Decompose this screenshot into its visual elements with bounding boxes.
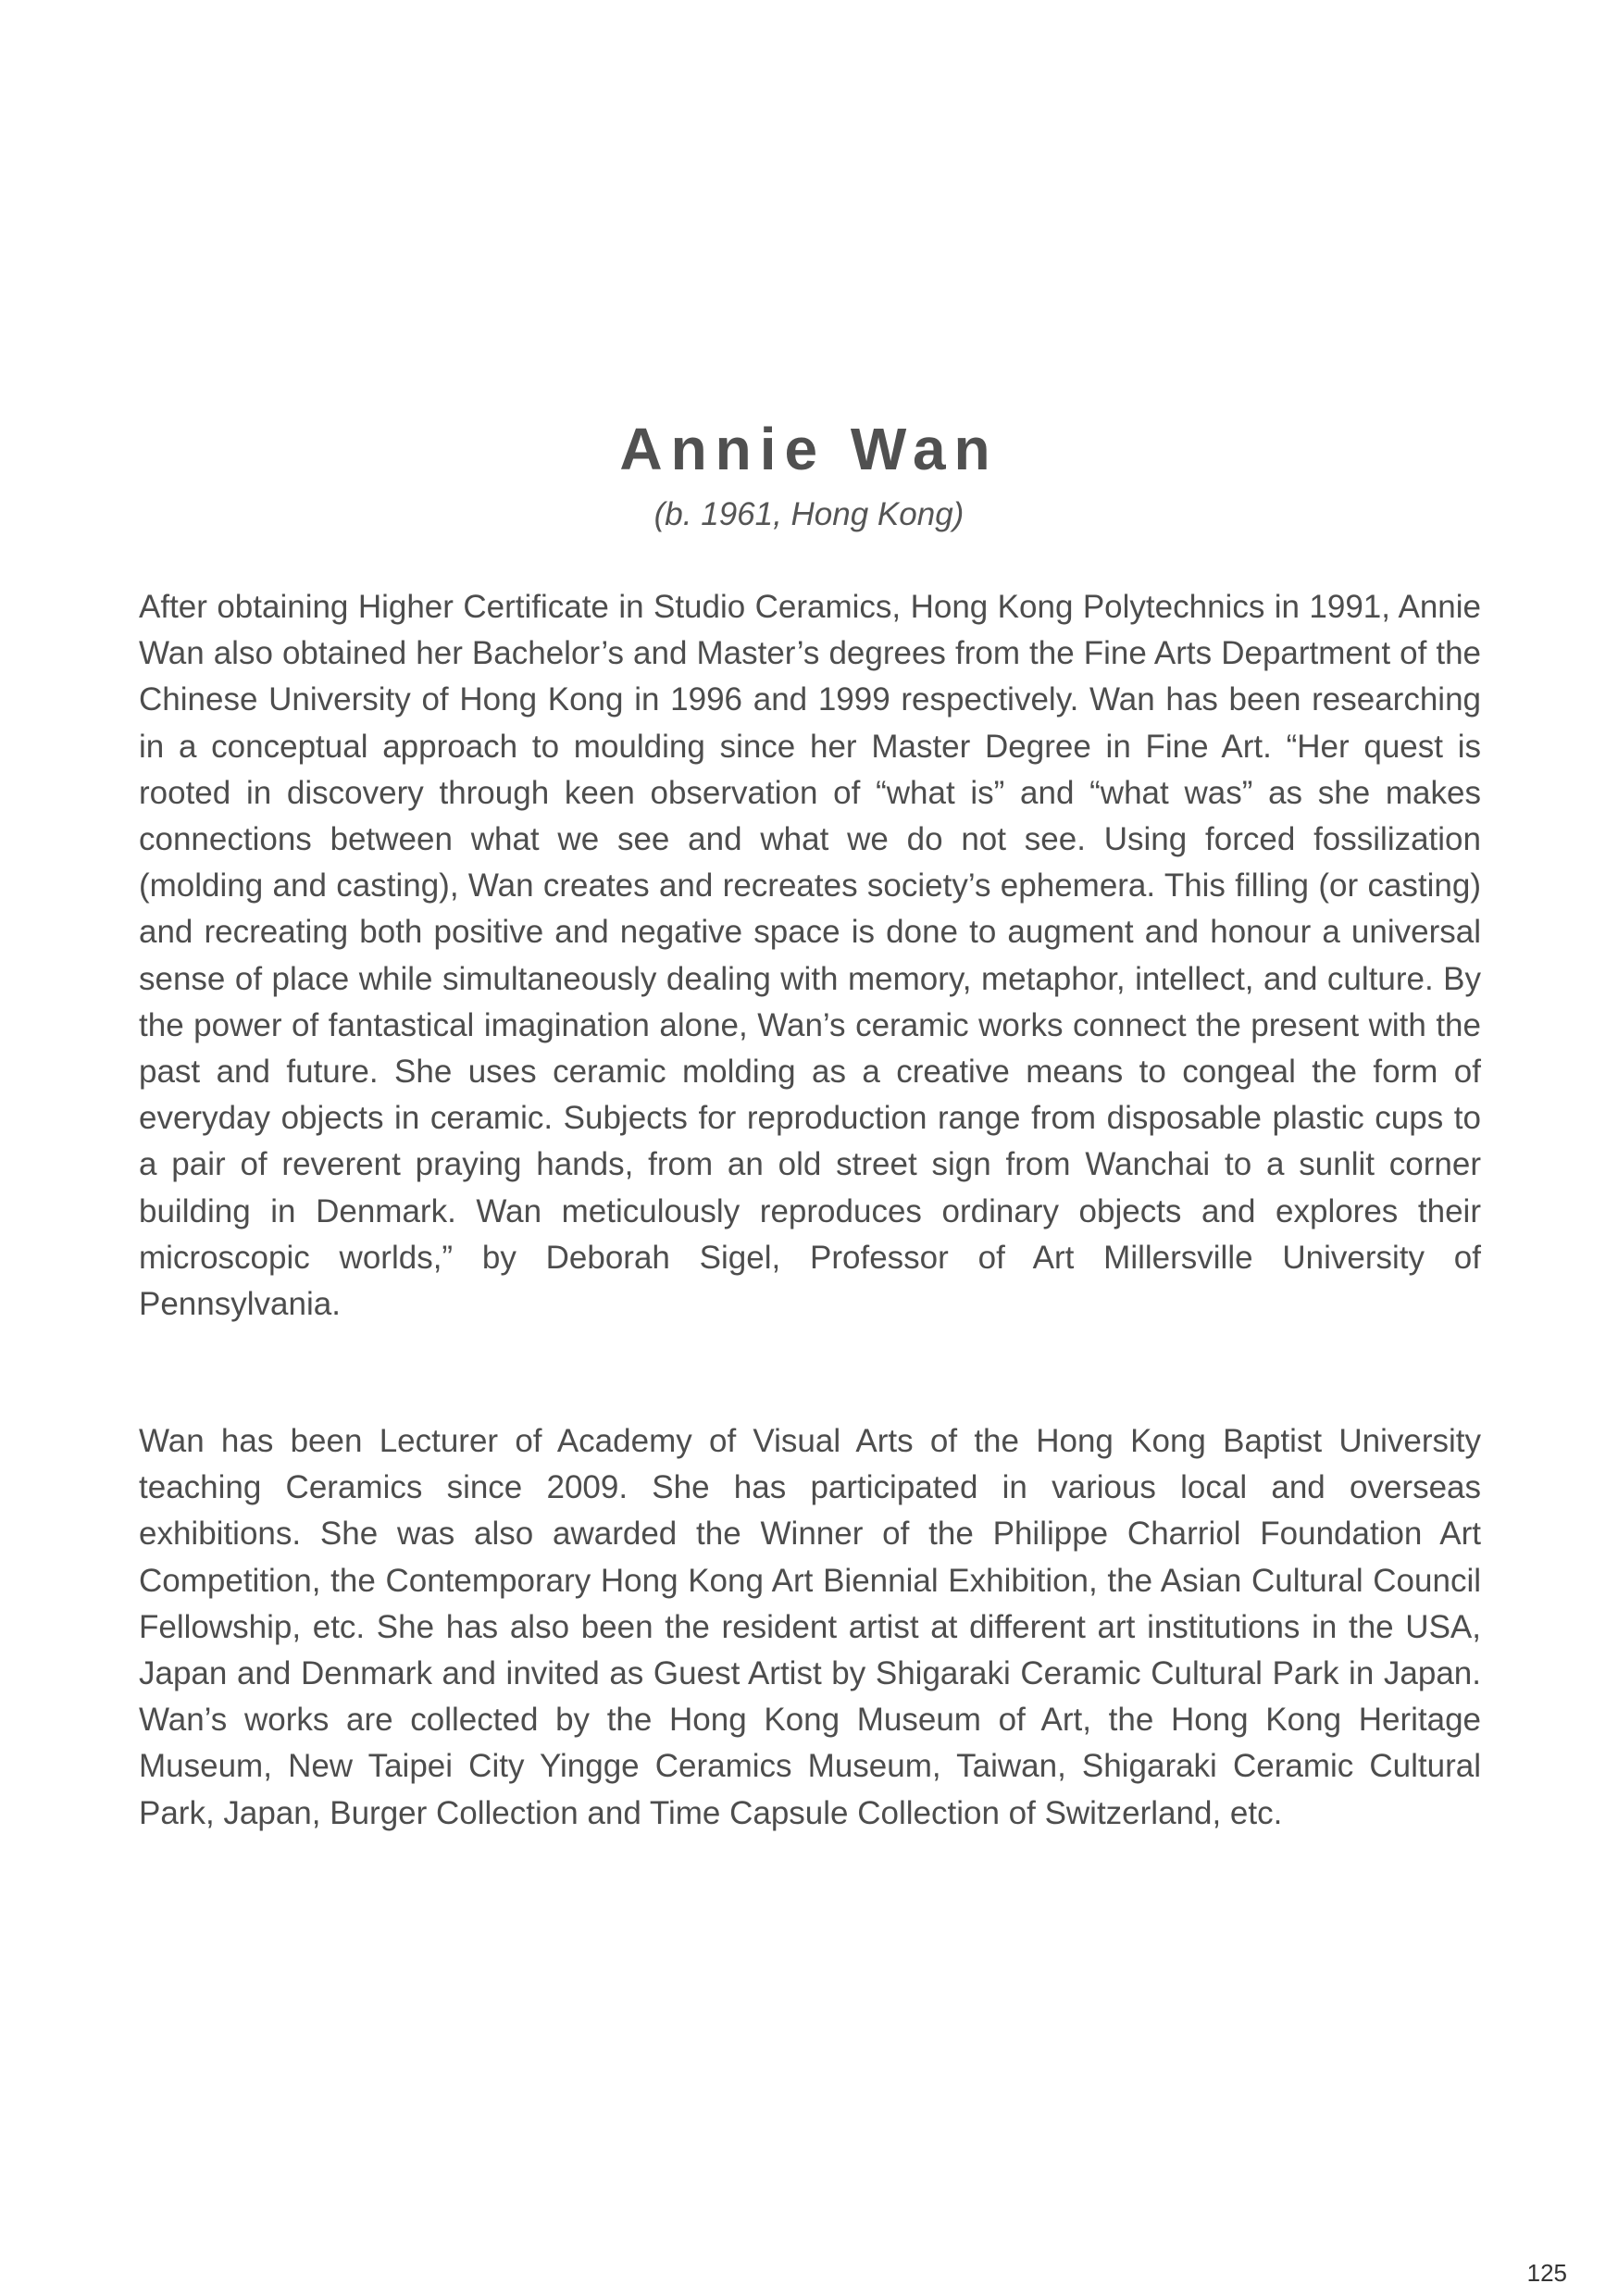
page-title: Annie Wan <box>619 416 999 482</box>
biography-paragraph-education: After obtaining Higher Certificate in Studio Ceramics, Hong Kong Polytechnics in 1991, Annie Wan also obtained her Bachelor’s and Master’s degrees from the Fine Arts Department of the Chinese University of Hong Kong in 1996 and 1999 respectively. Wan has been researching in a conceptual approach to moulding since her Master Degree in Fine Art. “Her quest is rooted in discovery through keen observation of “what is” and “what was” as she makes connections between what we see and what we do not see. Using forced fossilization (molding and casting), Wan creates and recreates society’s ephemera. This filling (or casting) and recreating both positive and negative space is done to augment and honour a universal sense of place while simultaneously dealing with memory, metaphor, intellect, and culture. By the power of fantastical imagination alone, Wan’s ceramic works connect the present with the past and future. She uses ceramic molding as a creative means to congeal the form of everyday objects in ceramic. Subjects for reproduction range from disposable plastic cups to a pair of reverent praying hands, from an old street sign from Wanchai to a sunlit corner building in Denmark. Wan meticulously reproduces ordinary objects and explores their microscopic worlds,” by Deborah Sigel, Professor of Art Millersville University of Pennsylvania. <box>139 589 1481 1323</box>
page-number: 125 <box>1526 2259 1567 2287</box>
biography-paragraph-career: Wan has been Lecturer of Academy of Visual Arts of the Hong Kong Baptist University teaching Ceramics since 2009. She has participated in various local and overseas exhibitions. She was also awarded the Winner of the Philippe Charriol Foundation Art Competition, the Contemporary Hong Kong Art Biennial Exhibition, the Asian Cultural Council Fellowship, etc. She has also been the resident artist at different art institutions in the USA, Japan and Denmark and invited as Guest Artist by Shigaraki Ceramic Cultural Park in Japan. Wan’s works are collected by the Hong Kong Museum of Art, the Hong Kong Heritage Museum, New Taipei City Yingge Ceramics Museum, Taiwan, Shigaraki Ceramic Cultural Park, Japan, Burger Collection and Time Capsule Collection of Switzerland, etc. <box>139 1423 1481 1831</box>
birth-info: (b. 1961, Hong Kong) <box>653 496 965 532</box>
